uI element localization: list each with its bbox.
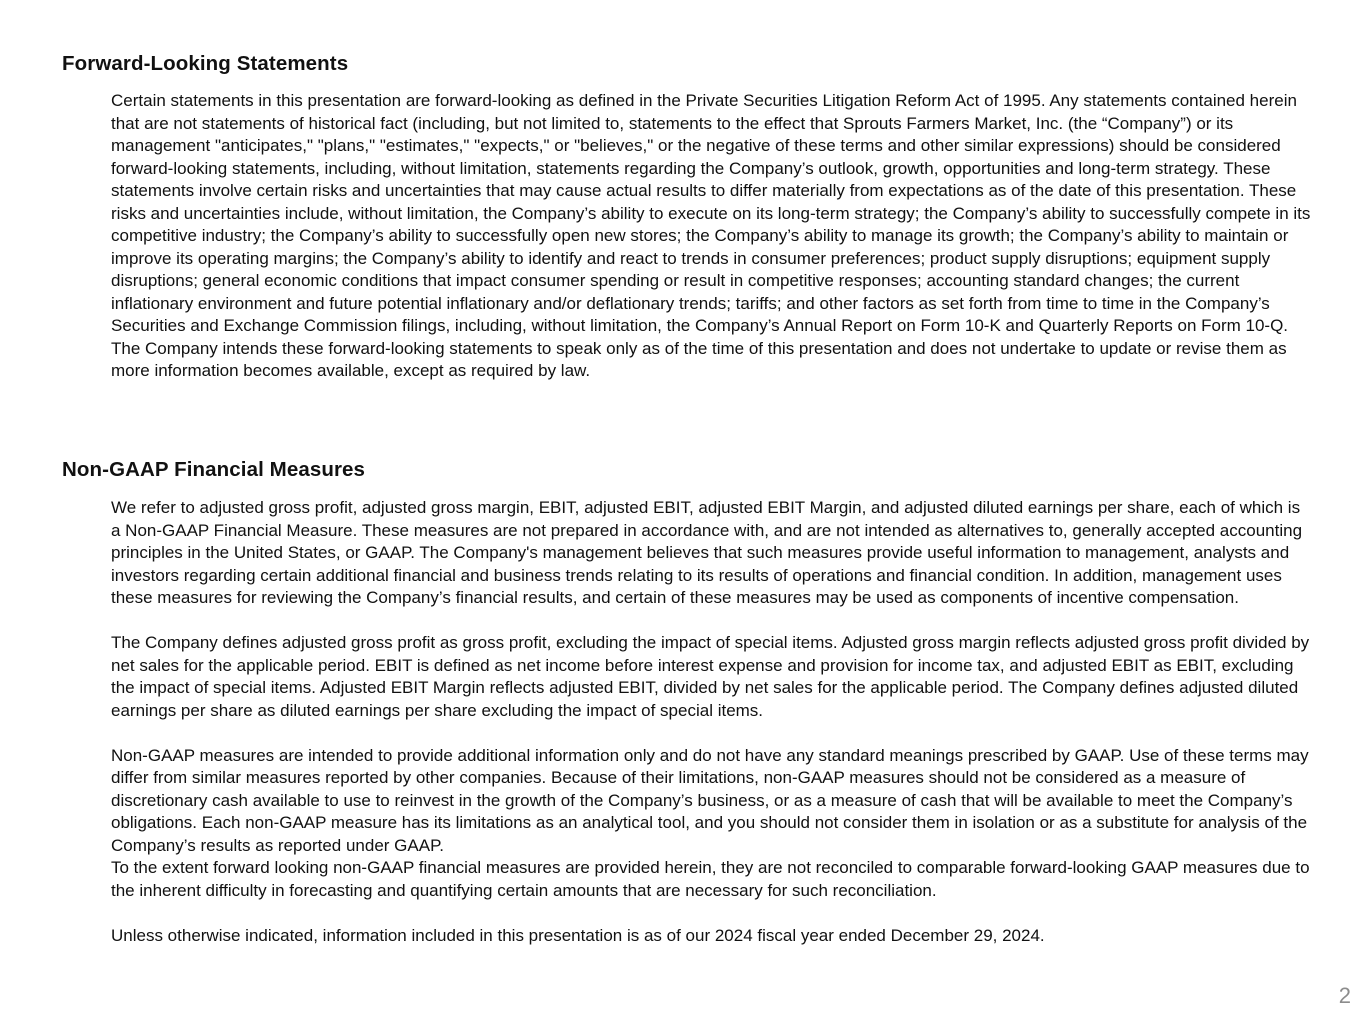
non-gaap-limitations-paragraph: Non-GAAP measures are intended to provide additional information only and do not have any standard meanings prescribed by GAAP. Use of these terms may differ from similar measures reported by other companies. Because of their limitations, non-GAAP measures should not be considered as a measure of discretionary cash available to use to reinvest in the growth of the Company’s business, or as a measure of cash that will be available to meet the Company’s obligations. Each non-GAAP measure has its limitations as an analytical tool, and you should not consider them in isolation or as a substitute for analysis of the Company’s results as reported under GAAP. <box>111 745 1309 855</box>
non-gaap-adjusted-measures-paragraph: The Company defines adjusted gross profit as gross profit, excluding the impact of special items. Adjusted gross margin reflects adjusted gross profit divided by net sales for the applicable period. EBIT is defined as net income before interest expense and provision for income tax, and adjusted EBIT as EBIT, excluding the impact of special items. Adjusted EBIT Margin reflects adjusted EBIT, divided by net sales for the applicable period. The Company defines adjusted diluted earnings per share as diluted earnings per share excluding the impact of special items. <box>111 633 1310 720</box>
page-number: 2 <box>1338 983 1351 1008</box>
fiscal-year-note-paragraph: Unless otherwise indicated, information included in this presentation is as of our 2024 fiscal year ended December 29, 2024. <box>111 925 1045 945</box>
non-gaap-forward-looking-reconciliation-paragraph: To the extent forward looking non-GAAP financial measures are provided herein, they are not reconciled to comparable forward-looking GAAP measures due to the inherent difficulty in forecasting and quantifying certain amounts that are necessary for such reconciliation. <box>111 858 1310 900</box>
forward-looking-paragraph: Certain statements in this presentation are forward-looking as defined in the Private Securities Litigation Reform Act of 1995. Any statements contained herein that are not statements of historical fact (including, but not limited to, statements to the effect that Sprouts Farmers Market, Inc. (the “Company”) or its management "anticipates," "plans," "estimates," "expects," or "believes," or the negative of these terms and other similar expressions) should be considered forward-looking statements, including, without limitation, statements regarding the Company’s outlook, growth, opportunities and long-term strategy. These statements involve certain risks and uncertainties that may cause actual results to differ materially from expectations as of the date of this presentation. These risks and uncertainties include, without limitation, the Company’s ability to execute on its long-term strategy; the Company’s ability to successfully compete in its competitive industry; the Company’s ability to successfully open new stores; the Company’s ability to manage its growth; the Company’s ability to maintain or improve its operating margins; the Company’s ability to identify and react to trends in consumer preferences; product supply disruptions; equipment supply disruptions; general economic conditions that impact consumer spending or result in competitive responses; accounting standard changes; the current inflationary environment and future potential inflationary and/or deflationary trends; tariffs; and other factors as set forth from time to time in the Company’s Securities and Exchange Commission filings, including, without limitation, the Company’s Annual Report on Form 10-K and Quarterly Reports on Form 10-Q. The Company intends these forward-looking statements to speak only as of the time of this presentation and does not undertake to update or revise them as more information becomes available, except as required by law. <box>111 91 1311 380</box>
non-gaap-financial-measures-heading: Non-GAAP Financial Measures <box>62 458 366 481</box>
non-gaap-definition-paragraph: We refer to adjusted gross profit, adjusted gross margin, EBIT, adjusted EBIT, adjusted EBIT Margin, and adjusted diluted earnings per share, each of which is a Non-GAAP Financial Measure. These measures are not prepared in accordance with, and are not intended as alternatives to, generally accepted accounting principles in the United States, or GAAP. The Company's management believes that such measures provide useful information to management, analysts and investors regarding certain additional financial and business trends relating to its results of operations and financial condition. In addition, management uses these measures for reviewing the Company’s financial results, and certain of these measures may be used as components of incentive compensation. <box>111 498 1303 607</box>
non-gaap-financial-measures-body <box>111 497 1311 947</box>
forward-looking-statements-body <box>111 90 1311 383</box>
forward-looking-statements-heading: Forward-Looking Statements <box>62 52 349 75</box>
